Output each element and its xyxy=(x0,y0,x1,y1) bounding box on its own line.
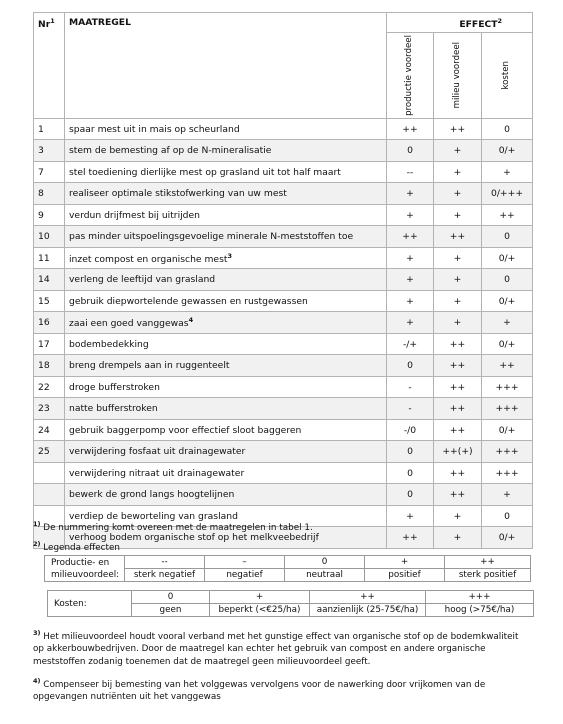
row-milieu: ++(+) xyxy=(434,441,482,463)
legend-name: geen xyxy=(132,604,210,617)
row-productie: + xyxy=(387,505,434,527)
header-effect: EFFECT$^2$ xyxy=(387,13,533,33)
row-maatregel: verwijdering nitraat uit drainagewater xyxy=(65,462,387,484)
row-nr xyxy=(34,462,65,484)
row-productie: ++ xyxy=(387,226,434,248)
row-productie: + xyxy=(387,247,434,269)
row-maatregel: stem de bemesting af op de N-mineralisatie xyxy=(65,140,387,162)
row-kosten: 0/+ xyxy=(482,140,533,162)
table-row xyxy=(34,118,533,140)
row-milieu: + xyxy=(434,247,482,269)
footnote-4: $^{4)}$ Compenseer bij bemesting van het volggewas vervolgens voor de nawerking door vrijkomen van de opgevangen nutriënten uit het vanggewas xyxy=(33,677,486,703)
row-maatregel: stel toediening dierlijke mest op grasland uit tot half maart xyxy=(65,161,387,183)
row-milieu: ++ xyxy=(434,419,482,441)
row-nr: 9 xyxy=(34,204,65,226)
legend-name: negatief xyxy=(205,569,285,582)
row-maatregel: natte bufferstroken xyxy=(65,398,387,420)
row-maatregel: gebruik baggerpomp voor effectief sloot baggeren xyxy=(65,419,387,441)
row-milieu: ++ xyxy=(434,462,482,484)
table-row xyxy=(34,355,533,377)
row-maatregel: gebruik diepwortelende gewassen en rustgewassen xyxy=(65,290,387,312)
row-milieu: ++ xyxy=(434,398,482,420)
legend-name: hoog (>75€/ha) xyxy=(426,604,534,617)
legend-symbol: ++ xyxy=(445,556,531,569)
row-maatregel: verdun drijfmest bij uitrijden xyxy=(65,204,387,226)
row-milieu: + xyxy=(434,312,482,334)
row-nr: 10 xyxy=(34,226,65,248)
row-kosten: +++ xyxy=(482,376,533,398)
header-productie: productie voordeel xyxy=(387,33,434,119)
row-milieu: + xyxy=(434,505,482,527)
legend-costs-table xyxy=(47,590,534,617)
row-maatregel: pas minder uitspoelingsgevoelige minerale N-meststoffen toe xyxy=(65,226,387,248)
legend-symbol: + xyxy=(210,591,310,604)
row-milieu: + xyxy=(434,527,482,549)
row-maatregel: verhoog bodem organische stof op het melkveebedrijf xyxy=(65,527,387,549)
legend-symbol: +++ xyxy=(426,591,534,604)
row-productie: + xyxy=(387,269,434,291)
row-maatregel: spaar mest uit in mais op scheurland xyxy=(65,118,387,140)
row-maatregel: verwijdering fosfaat uit drainagewater xyxy=(65,441,387,463)
row-nr: 22 xyxy=(34,376,65,398)
table-header-row xyxy=(34,13,533,33)
row-kosten: 0/+ xyxy=(482,290,533,312)
legend-symbol: -- xyxy=(125,556,205,569)
legend-symbol: + xyxy=(365,556,445,569)
row-nr xyxy=(34,484,65,506)
row-maatregel: inzet compost en organische mest$^3$ xyxy=(65,247,387,269)
row-productie: 0 xyxy=(387,462,434,484)
row-kosten: +++ xyxy=(482,441,533,463)
table-row xyxy=(34,419,533,441)
row-milieu: ++ xyxy=(434,484,482,506)
row-nr: 18 xyxy=(34,355,65,377)
row-productie: + xyxy=(387,290,434,312)
row-maatregel: realiseer optimale stikstofwerking van uw mest xyxy=(65,183,387,205)
row-maatregel: verleng de leeftijd van grasland xyxy=(65,269,387,291)
legend-name: beperkt (<€25/ha) xyxy=(210,604,310,617)
row-maatregel: bewerk de grond langs hoogtelijnen xyxy=(65,484,387,506)
legend-effects-table xyxy=(44,555,531,582)
row-kosten: + xyxy=(482,484,533,506)
row-kosten: + xyxy=(482,161,533,183)
row-kosten: 0 xyxy=(482,505,533,527)
table-row xyxy=(34,161,533,183)
row-milieu: ++ xyxy=(434,333,482,355)
legend-effects-label: Productie- en milieuvoordeel: xyxy=(45,556,125,582)
row-milieu: + xyxy=(434,290,482,312)
row-productie: 0 xyxy=(387,484,434,506)
legend-name: neutraal xyxy=(285,569,365,582)
table-row xyxy=(34,333,533,355)
row-productie: 0 xyxy=(387,355,434,377)
row-maatregel: droge bufferstroken xyxy=(65,376,387,398)
row-kosten: + xyxy=(482,312,533,334)
row-kosten: 0/+ xyxy=(482,247,533,269)
table-row xyxy=(34,140,533,162)
row-kosten: ++ xyxy=(482,355,533,377)
table-row xyxy=(34,226,533,248)
row-milieu: ++ xyxy=(434,376,482,398)
row-productie: + xyxy=(387,183,434,205)
legend-name: aanzienlijk (25-75€/ha) xyxy=(310,604,426,617)
table-row xyxy=(34,204,533,226)
row-kosten: 0/+++ xyxy=(482,183,533,205)
table-row xyxy=(34,290,533,312)
row-maatregel: breng drempels aan in ruggenteelt xyxy=(65,355,387,377)
row-maatregel: bodembedekking xyxy=(65,333,387,355)
table-row xyxy=(34,312,533,334)
row-kosten: 0 xyxy=(482,226,533,248)
table-row xyxy=(34,398,533,420)
header-nr: Nr$^1$ xyxy=(34,13,65,119)
row-kosten: ++ xyxy=(482,204,533,226)
row-nr: 24 xyxy=(34,419,65,441)
row-nr: 23 xyxy=(34,398,65,420)
row-milieu: + xyxy=(434,204,482,226)
row-milieu: + xyxy=(434,269,482,291)
row-productie: 0 xyxy=(387,140,434,162)
row-productie: -/+ xyxy=(387,333,434,355)
table-body xyxy=(34,118,533,548)
legend-symbol: 0 xyxy=(132,591,210,604)
table-row xyxy=(34,183,533,205)
row-nr: 7 xyxy=(34,161,65,183)
row-productie: - xyxy=(387,398,434,420)
row-kosten: +++ xyxy=(482,398,533,420)
row-kosten: 0 xyxy=(482,118,533,140)
row-nr: 8 xyxy=(34,183,65,205)
row-milieu: ++ xyxy=(434,226,482,248)
footnote-1: $^{1)}$ De nummering komt overeen met de maatregelen in tabel 1. xyxy=(33,520,313,533)
table-row xyxy=(34,376,533,398)
row-kosten: 0/+ xyxy=(482,419,533,441)
row-nr: 14 xyxy=(34,269,65,291)
row-milieu: + xyxy=(434,140,482,162)
table-row xyxy=(34,269,533,291)
legend-symbol: ++ xyxy=(310,591,426,604)
row-kosten: 0/+ xyxy=(482,527,533,549)
row-productie: - xyxy=(387,376,434,398)
legend-symbol: – xyxy=(205,556,285,569)
footnote-3: $^{3)}$ Het milieuvoordeel houdt vooral verband met het gunstige effect van organische stof op de bodemkwaliteit op akkerbouwbedrijven. Door de maatregel kan echter het gebruik van compost en andere organische meststoffen zodanig toenemen dat de maatregel geen milieuvoordeel geeft. xyxy=(33,629,519,667)
legend-costs-label: Kosten: xyxy=(48,591,132,617)
row-milieu: ++ xyxy=(434,355,482,377)
row-nr: 3 xyxy=(34,140,65,162)
table-row xyxy=(34,247,533,269)
legend-name: sterk negatief xyxy=(125,569,205,582)
footnote-2: $^{2)}$ Legenda effecten xyxy=(33,540,120,553)
measures-table xyxy=(33,12,533,549)
header-maatregel: MAATREGEL xyxy=(65,13,387,119)
row-milieu: ++ xyxy=(434,118,482,140)
row-nr: 25 xyxy=(34,441,65,463)
row-kosten: 0 xyxy=(482,269,533,291)
row-productie: ++ xyxy=(387,118,434,140)
row-milieu: + xyxy=(434,183,482,205)
row-nr: 11 xyxy=(34,247,65,269)
row-productie: + xyxy=(387,204,434,226)
table-row xyxy=(34,441,533,463)
legend-name: sterk positief xyxy=(445,569,531,582)
row-productie: -- xyxy=(387,161,434,183)
legend-costs-symbols xyxy=(48,591,534,604)
row-maatregel: zaai een goed vanggewas$^4$ xyxy=(65,312,387,334)
row-productie: ++ xyxy=(387,527,434,549)
row-kosten: 0/+ xyxy=(482,333,533,355)
legend-effects-symbols xyxy=(45,556,531,569)
row-nr: 16 xyxy=(34,312,65,334)
legend-symbol: 0 xyxy=(285,556,365,569)
row-kosten: +++ xyxy=(482,462,533,484)
row-milieu: + xyxy=(434,161,482,183)
row-productie: 0 xyxy=(387,441,434,463)
row-productie: -/0 xyxy=(387,419,434,441)
header-milieu: milieu voordeel xyxy=(434,33,482,119)
table-row xyxy=(34,462,533,484)
row-productie: + xyxy=(387,312,434,334)
row-maatregel: verdiep de beworteling van grasland xyxy=(65,505,387,527)
row-nr: 1 xyxy=(34,118,65,140)
header-kosten: kosten xyxy=(482,33,533,119)
table-row xyxy=(34,484,533,506)
row-nr: 15 xyxy=(34,290,65,312)
row-nr: 17 xyxy=(34,333,65,355)
legend-name: positief xyxy=(365,569,445,582)
